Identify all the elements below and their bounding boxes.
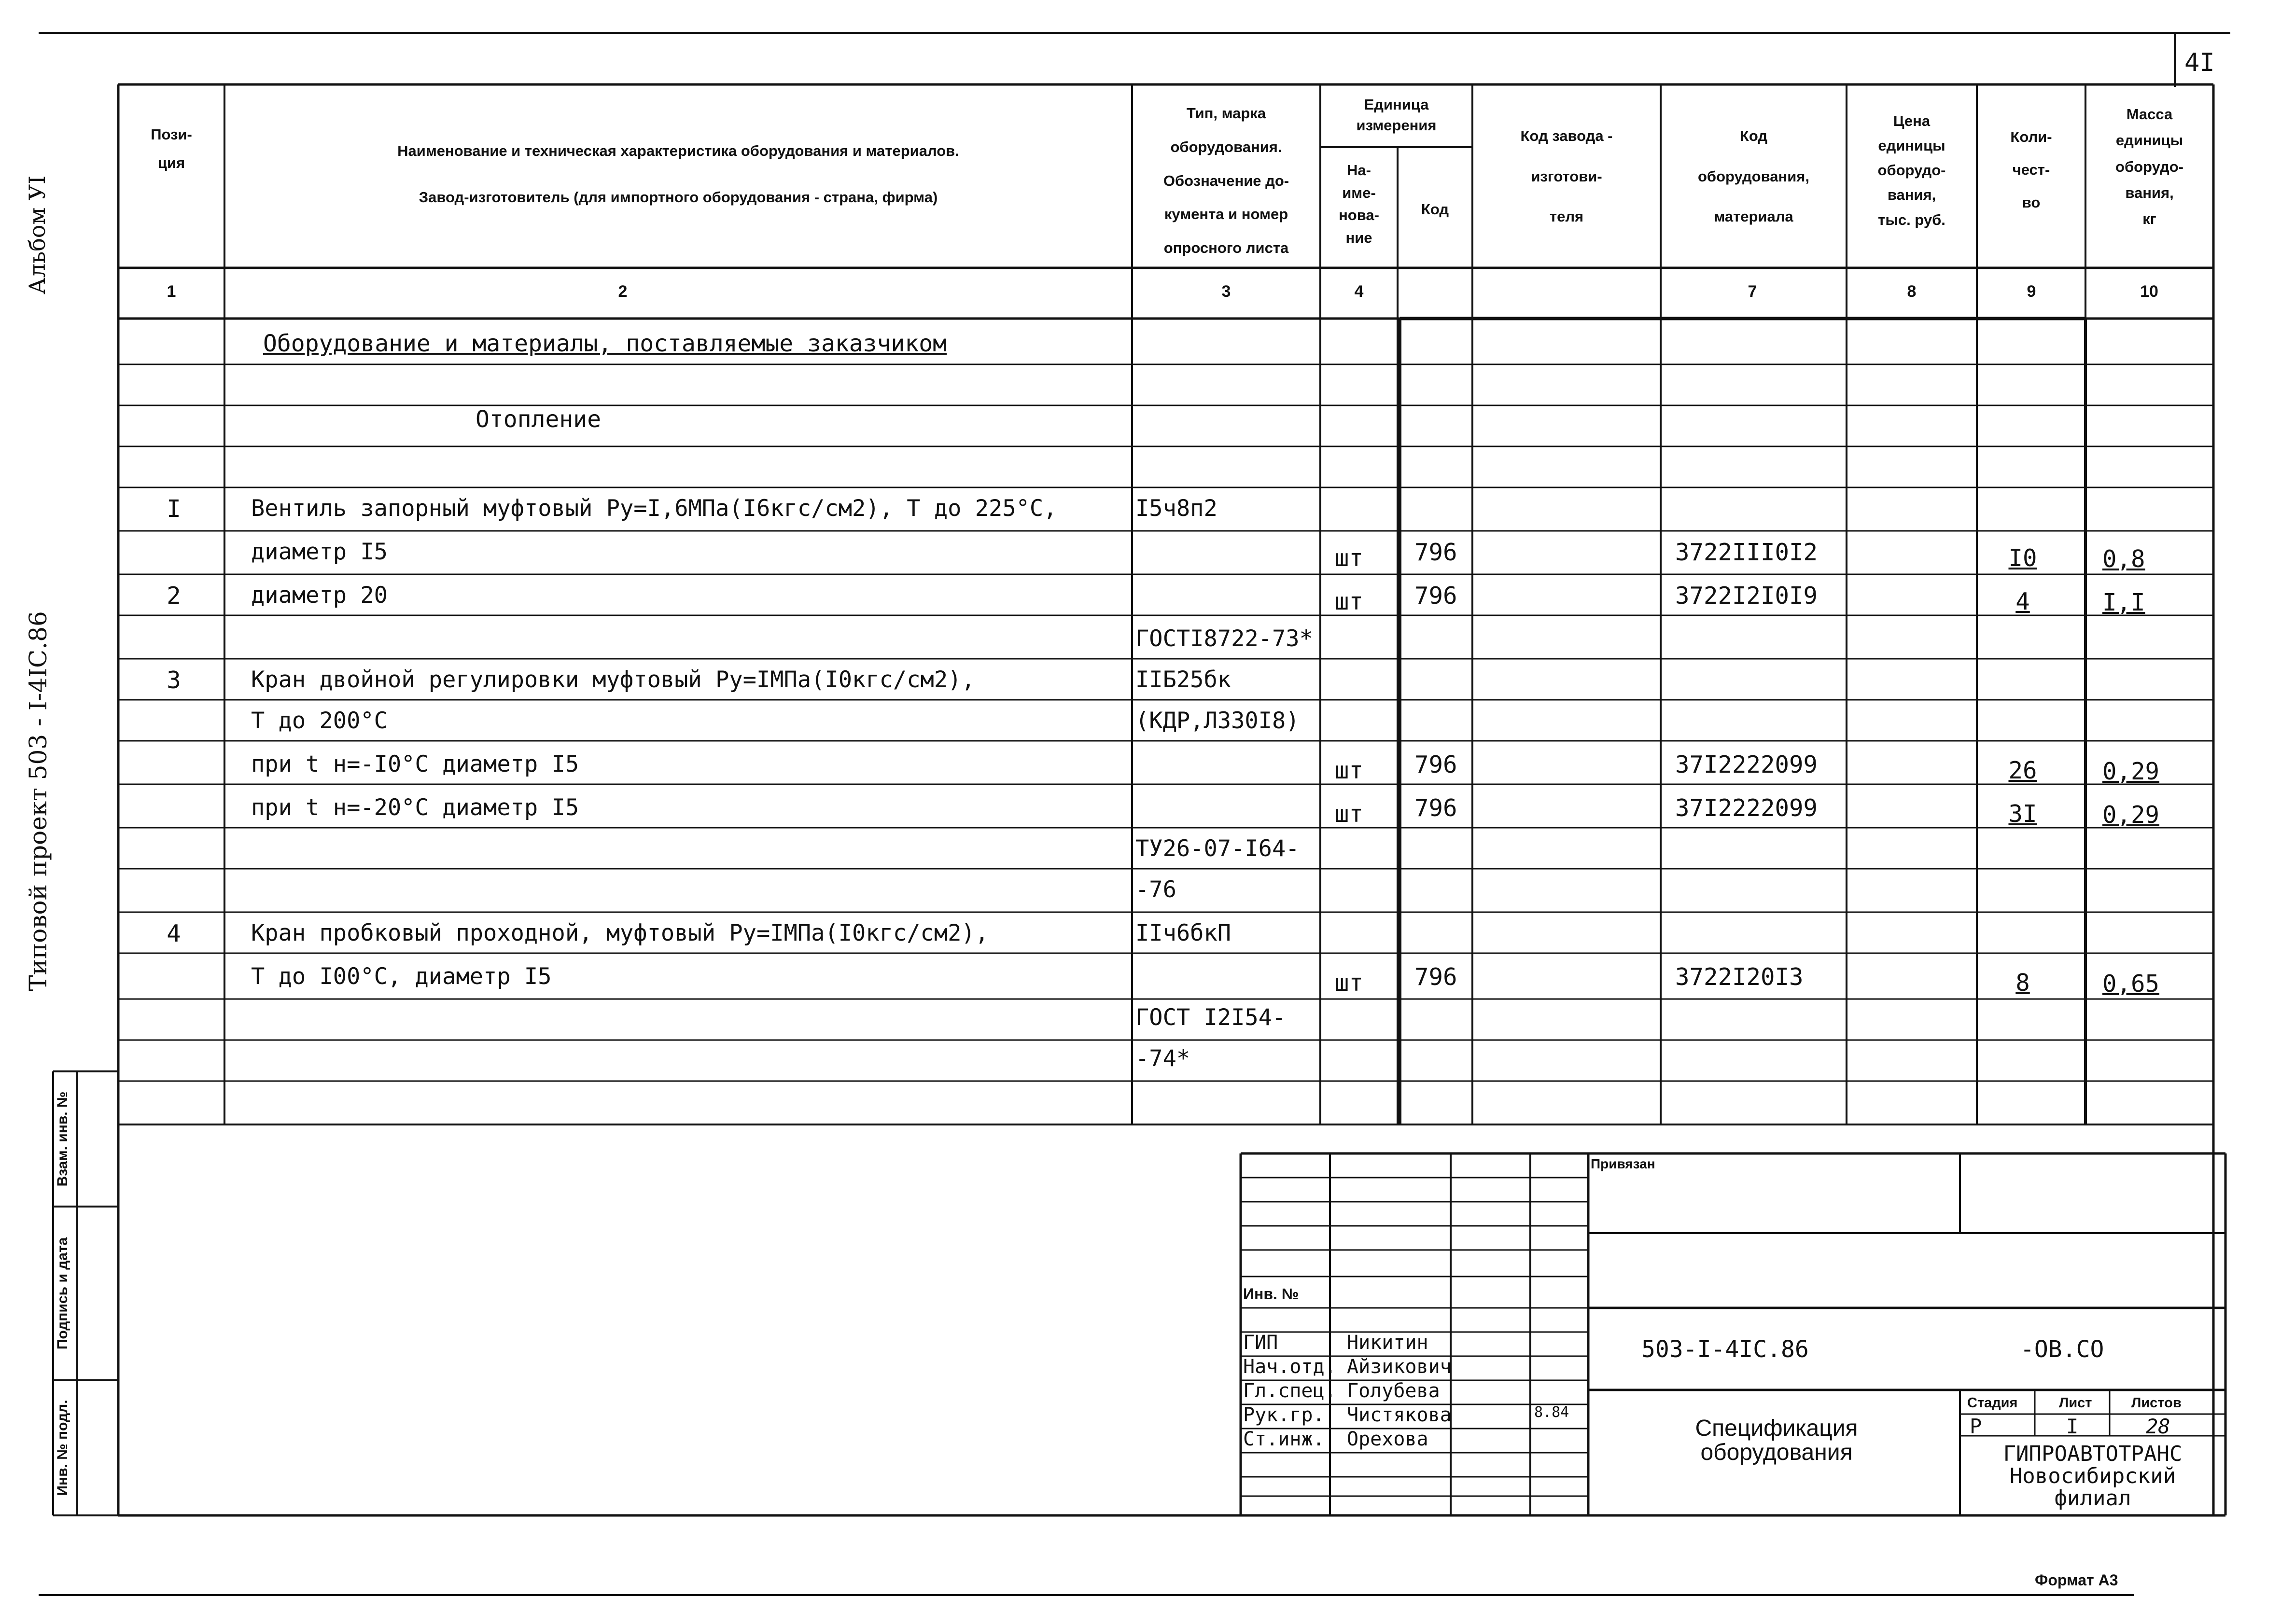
header-equip-code: Код оборудования, материала [1697,127,1809,225]
cell-type: IIч6бкП [1135,920,1231,946]
album-label: Альбом УI [24,175,50,294]
cell-code: 796 [1414,751,1457,778]
header-qty: Коли- чест- во [2010,128,2052,211]
cell-qty: 3I [2008,800,2037,828]
signer-name: Чистякова [1347,1404,1452,1426]
sheet-label: Лист [2059,1395,2092,1411]
column-number: 1 [167,282,176,301]
cell-code: 796 [1414,794,1457,822]
header-unit-code: Код [1421,201,1449,218]
side-vzam-inv: Взам. инв. № [55,1091,70,1187]
cell-mass: 0,29 [2102,758,2160,785]
cell-mass: I,I [2102,589,2145,616]
cell-code: 796 [1414,963,1457,991]
signer-role: ГИП [1243,1332,1278,1354]
column-number: 3 [1221,282,1231,301]
cell-mass: 0,29 [2102,801,2160,829]
cell-name: Кран двойной регулировки муфтовый Ру=IМПа(I0кгс/см2), [251,666,975,693]
cell-name: Вентиль запорный муфтовый Ру=I,6МПа(I6кгс/см2), Т до 225°С, [251,495,1057,522]
signer-name: Голубева [1347,1380,1440,1402]
column-number: 8 [1907,282,1917,301]
cell-qty: 26 [2008,757,2037,784]
header-unit-name: На- име- нова- ние [1339,162,1379,246]
header-factory-code: Код завода - изготови- теля [1520,127,1613,225]
cell-qty: 4 [2015,588,2030,615]
cell-type: ТУ26-07-I64- [1135,835,1300,862]
cell-equip: 3722III0I2 [1675,539,1818,566]
column-number: 2 [618,282,628,301]
cell-type: -76 [1135,876,1176,903]
cell-code: 796 [1414,582,1457,610]
cell-unit: шт [1335,800,1364,828]
inv-no-label: Инв. № [1243,1285,1299,1303]
cell-unit: шт [1335,588,1364,615]
signer-name: Айзикович [1347,1356,1452,1378]
project-label: Типовой проект 503 - I-4IС.86 [24,611,52,991]
cell-name: Т до I00°С, диаметр I5 [251,963,552,990]
cell-name: диаметр 20 [251,582,388,609]
cell-type: -74* [1135,1045,1190,1072]
signer-name: Орехова [1347,1428,1428,1450]
header-price: Цена единицы оборудо- вания, тыс. руб. [1877,112,1946,228]
cell-pos: 3 [167,666,181,694]
cell-type: ГОСТ I2I54- [1135,1004,1286,1031]
cell-pos: 4 [167,920,181,947]
signer-role: Гл.спец. [1243,1380,1336,1402]
column-number: 4 [1354,282,1364,301]
privyazan-label: Привязан [1591,1156,1655,1171]
cell-pos: 2 [167,582,181,610]
cell-unit: шт [1335,544,1364,572]
column-number: 7 [1748,282,1757,301]
cell-type: (КДР,Л330I8) [1135,708,1300,734]
cell-unit: шт [1335,969,1364,997]
cell-pos: I [167,495,181,523]
organization-name: ГИПРОАВТОТРАНС Новосибирский филиал [2003,1442,2183,1511]
stage-value: Р [1970,1415,1982,1438]
header-units: Единица измерения [1356,96,1437,134]
cell-name: при t н=-I0°С диаметр I5 [251,751,579,777]
stage-label: Стадия [1967,1395,2018,1411]
cell-mass: 0,8 [2102,545,2145,573]
section-title: Оборудование и материалы, поставляемые заказчиком [263,330,947,357]
header-position: Пози- ция [151,126,192,171]
cell-type: ГОСТI8722-73* [1135,625,1313,652]
header-name: Наименование и техническая характеристика оборудования и материалов. Завод-изготовитель (для импортного оборудования - страна, фирма) [397,142,959,206]
cell-equip: 37I2222099 [1675,794,1818,822]
cell-equip: 3722I2I0I9 [1675,582,1818,610]
cell-equip: 3722I20I3 [1675,963,1804,991]
header-type: Тип, марка оборудования. Обозначение до- кумента и номер опросного листа [1163,105,1289,256]
signer-role: Рук.гр. [1243,1404,1325,1426]
cell-equip: 37I2222099 [1675,751,1818,778]
cell-code: 796 [1414,539,1457,566]
sheets-label: Листов [2131,1395,2182,1411]
signer-date: 8.84 [1534,1404,1569,1421]
side-inv-podl: Инв. № подл. [55,1400,70,1496]
side-podpis-data: Подпись и дата [55,1237,70,1350]
cell-type: IIБ25бк [1135,666,1231,693]
signer-role: Нач.отд. [1243,1356,1336,1378]
header-mass: Масса единицы оборудо- вания, кг [2115,106,2183,227]
cell-qty: 8 [2015,969,2030,997]
cell-mass: 0,65 [2102,970,2160,998]
cell-type: I5ч8п2 [1135,495,1217,522]
cell-name: Кран пробковый проходной, муфтовый Ру=IМПа(I0кгс/см2), [251,920,989,946]
signer-name: Никитин [1347,1332,1428,1354]
cell-qty: I0 [2008,544,2037,572]
document-suffix: -ОВ.СО [2020,1336,2104,1363]
sheets-value: 28 [2146,1415,2170,1438]
column-number: 9 [2027,282,2036,301]
cell-name: при t н=-20°С диаметр I5 [251,794,579,821]
subsection-title: Отопление [476,406,602,433]
column-number: 10 [2140,282,2158,301]
sheet-value: I [2066,1415,2079,1438]
document-title: Спецификация оборудования [1695,1416,1858,1466]
cell-unit: шт [1335,757,1364,784]
document-code: 503-I-4IС.86 [1641,1336,1809,1363]
cell-name: Т до 200°С [251,708,388,734]
format-label: Формат А3 [2035,1571,2118,1589]
signer-role: Ст.инж. [1243,1428,1325,1450]
page-number: 4I [2184,48,2215,77]
cell-name: диаметр I5 [251,539,388,565]
